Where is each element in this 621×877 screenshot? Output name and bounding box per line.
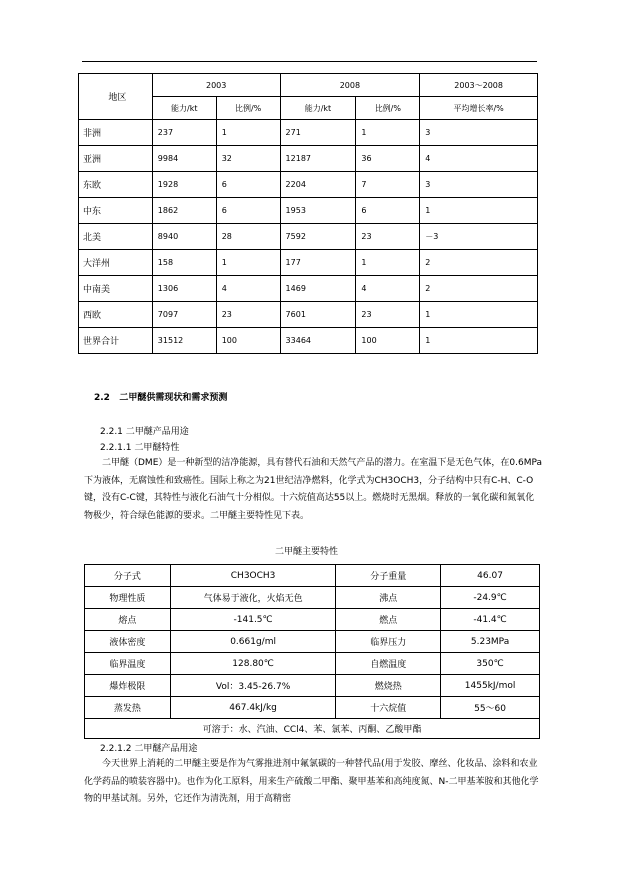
property-name-cell: 燃点 bbox=[336, 609, 441, 631]
capacity-2003-cell: 237 bbox=[152, 120, 216, 146]
section-2-2-heading bbox=[94, 392, 227, 404]
table-row bbox=[85, 587, 540, 609]
region-cell: 大洋州 bbox=[79, 250, 153, 276]
table-row bbox=[85, 653, 540, 675]
region-cell: 亚洲 bbox=[79, 146, 153, 172]
table-row bbox=[79, 302, 538, 328]
year-2008-header: 2008 bbox=[280, 74, 420, 97]
capacity-2008-cell: 1469 bbox=[280, 276, 356, 302]
ratio-2008-cell: 23 bbox=[356, 224, 420, 250]
property-name-cell: 分子重量 bbox=[336, 565, 441, 587]
capacity-2003-cell: 1928 bbox=[152, 172, 216, 198]
property-name-cell: 液体密度 bbox=[85, 631, 171, 653]
property-name-cell: 燃烧热 bbox=[336, 675, 441, 697]
property-name-cell: 熔点 bbox=[85, 609, 171, 631]
ratio-2003-cell: 1 bbox=[216, 120, 280, 146]
property-name-cell: 临界压力 bbox=[336, 631, 441, 653]
ratio-2003-cell: 4 bbox=[216, 276, 280, 302]
properties-table bbox=[84, 564, 540, 739]
ratio-2003-cell: 32 bbox=[216, 146, 280, 172]
ratio-2008-cell: 6 bbox=[356, 198, 420, 224]
ratio-2008-cell: 1 bbox=[356, 120, 420, 146]
table-row bbox=[79, 224, 538, 250]
capacity-2003-cell: 9984 bbox=[152, 146, 216, 172]
region-cell: 非洲 bbox=[79, 120, 153, 146]
table-row bbox=[79, 172, 538, 198]
region-cell: 世界合计 bbox=[79, 328, 153, 354]
capacity-2003-cell: 31512 bbox=[152, 328, 216, 354]
growth-cell: 1 bbox=[420, 302, 538, 328]
ratio-2003-cell: 1 bbox=[216, 250, 280, 276]
section-2-2-1-2-heading: 2.2.1.2 二甲醚产品用途 bbox=[100, 744, 198, 754]
property-value-cell: Vol：3.45-26.7% bbox=[170, 675, 336, 697]
region-cell: 中南美 bbox=[79, 276, 153, 302]
header-rule bbox=[82, 61, 537, 62]
ratio-2003-header: 比例/% bbox=[216, 97, 280, 120]
property-name-cell: 爆炸极限 bbox=[85, 675, 171, 697]
region-header: 地区 bbox=[79, 74, 153, 120]
section-2-2-number: 2.2 bbox=[94, 393, 110, 403]
ratio-2008-cell: 4 bbox=[356, 276, 420, 302]
property-name-cell: 分子式 bbox=[85, 565, 171, 587]
growth-cell: 4 bbox=[420, 146, 538, 172]
property-value-cell: 0.661g/ml bbox=[170, 631, 336, 653]
capacity-2008-header: 能力/kt bbox=[280, 97, 356, 120]
ratio-2003-cell: 100 bbox=[216, 328, 280, 354]
property-name-cell: 十六烷值 bbox=[336, 697, 441, 719]
growth-cell: 2 bbox=[420, 250, 538, 276]
ratio-2008-header: 比例/% bbox=[356, 97, 420, 120]
properties-table-body bbox=[85, 565, 540, 719]
growth-cell: 3 bbox=[420, 120, 538, 146]
property-name-cell: 沸点 bbox=[336, 587, 441, 609]
property-value-cell: -141.5℃ bbox=[170, 609, 336, 631]
capacity-2008-cell: 7592 bbox=[280, 224, 356, 250]
table-row bbox=[79, 328, 538, 354]
ratio-2003-cell: 28 bbox=[216, 224, 280, 250]
ratio-2008-cell: 100 bbox=[356, 328, 420, 354]
capacity-2008-cell: 7601 bbox=[280, 302, 356, 328]
property-value-cell: 46.07 bbox=[441, 565, 540, 587]
ratio-2008-cell: 36 bbox=[356, 146, 420, 172]
property-name-cell: 临界温度 bbox=[85, 653, 171, 675]
growth-cell: 1 bbox=[420, 198, 538, 224]
section-2-2-title: 二甲醚供需现状和需求预测 bbox=[119, 393, 228, 403]
ratio-2008-cell: 1 bbox=[356, 250, 420, 276]
property-name-cell: 蒸发热 bbox=[85, 697, 171, 719]
property-value-cell: 350℃ bbox=[441, 653, 540, 675]
property-value-cell: 5.23MPa bbox=[441, 631, 540, 653]
region-cell: 东欧 bbox=[79, 172, 153, 198]
ratio-2003-cell: 23 bbox=[216, 302, 280, 328]
section-2-2-1-heading: 2.2.1 二甲醚产品用途 bbox=[100, 427, 189, 437]
paragraph-dme-uses: 今天世界上消耗的二甲醚主要是作为气雾推进剂中氟氯碳的一种替代品(用于发胶、摩丝、化妆品、涂料和农业化学药品的喷装容器中)。也作为化工原料，用来生产硫酸二甲酯、聚甲基苯和高纯度氮、N-二甲基苯胺和其他化学物的甲基试剂。另外，它还作为清洗剂，用于高精密 bbox=[84, 759, 539, 805]
ratio-2003-cell: 6 bbox=[216, 198, 280, 224]
table-row bbox=[85, 631, 540, 653]
table-row bbox=[79, 146, 538, 172]
capacity-2008-cell: 12187 bbox=[280, 146, 356, 172]
table-row bbox=[85, 697, 540, 719]
table-row bbox=[79, 276, 538, 302]
region-cell: 西欧 bbox=[79, 302, 153, 328]
property-value-cell: -41.4℃ bbox=[441, 609, 540, 631]
table-row bbox=[85, 609, 540, 631]
year-2003-header: 2003 bbox=[152, 74, 280, 97]
capacity-2003-cell: 1862 bbox=[152, 198, 216, 224]
property-value-cell: 1455kJ/mol bbox=[441, 675, 540, 697]
paragraph-dme-properties: 二甲醚（DME）是一种新型的洁净能源，具有替代石油和天然气产品的潜力。在室温下是无色气体，在0.6MPa下为液体，无腐蚀性和致癌性。国际上称之为21世纪洁净燃料，化学式为CH3OCH3，分子结构中只有C-H、C-O键，没有C-C键，其特性与液化石油气十分相似。十六烷值高达55以上。燃烧时无黑烟。释放的一氧化碳和氮氧化物极少，符合绿色能源的要求。二甲醚主要特性见下表。 bbox=[84, 458, 543, 522]
region-cell: 北美 bbox=[79, 224, 153, 250]
growth-cell: －3 bbox=[420, 224, 538, 250]
property-value-cell: 128.80℃ bbox=[170, 653, 336, 675]
table-row bbox=[85, 675, 540, 697]
property-value-cell: 气体易于液化，火焰无色 bbox=[170, 587, 336, 609]
ratio-2003-cell: 6 bbox=[216, 172, 280, 198]
growth-cell: 2 bbox=[420, 276, 538, 302]
solubility-footnote: 可溶于：水、汽油、CCl4、苯、氯苯、丙酮、乙酸甲酯 bbox=[85, 719, 540, 739]
capacity-table bbox=[78, 73, 538, 354]
capacity-2008-cell: 271 bbox=[280, 120, 356, 146]
property-name-cell: 物理性质 bbox=[85, 587, 171, 609]
capacity-2003-header: 能力/kt bbox=[152, 97, 216, 120]
growth-period-header: 2003～2008 bbox=[420, 74, 538, 97]
table-row bbox=[79, 120, 538, 146]
property-value-cell: CH3OCH3 bbox=[170, 565, 336, 587]
property-name-cell: 自燃温度 bbox=[336, 653, 441, 675]
table-row bbox=[79, 250, 538, 276]
capacity-2008-cell: 1953 bbox=[280, 198, 356, 224]
ratio-2008-cell: 7 bbox=[356, 172, 420, 198]
capacity-2008-cell: 2204 bbox=[280, 172, 356, 198]
property-value-cell: -24.9℃ bbox=[441, 587, 540, 609]
properties-table-caption: 二甲醚主要特性 bbox=[275, 547, 339, 557]
capacity-2008-cell: 177 bbox=[280, 250, 356, 276]
property-value-cell: 55～60 bbox=[441, 697, 540, 719]
table-row bbox=[85, 565, 540, 587]
growth-cell: 3 bbox=[420, 172, 538, 198]
region-cell: 中东 bbox=[79, 198, 153, 224]
growth-cell: 1 bbox=[420, 328, 538, 354]
growth-header: 平均增长率/% bbox=[420, 97, 538, 120]
property-value-cell: 467.4kJ/kg bbox=[170, 697, 336, 719]
capacity-2008-cell: 33464 bbox=[280, 328, 356, 354]
table-row bbox=[79, 198, 538, 224]
section-2-2-1-1-heading: 2.2.1.1 二甲醚特性 bbox=[100, 443, 180, 453]
capacity-2003-cell: 1306 bbox=[152, 276, 216, 302]
capacity-2003-cell: 7097 bbox=[152, 302, 216, 328]
capacity-2003-cell: 8940 bbox=[152, 224, 216, 250]
capacity-2003-cell: 158 bbox=[152, 250, 216, 276]
capacity-table-body bbox=[79, 120, 538, 354]
ratio-2008-cell: 23 bbox=[356, 302, 420, 328]
